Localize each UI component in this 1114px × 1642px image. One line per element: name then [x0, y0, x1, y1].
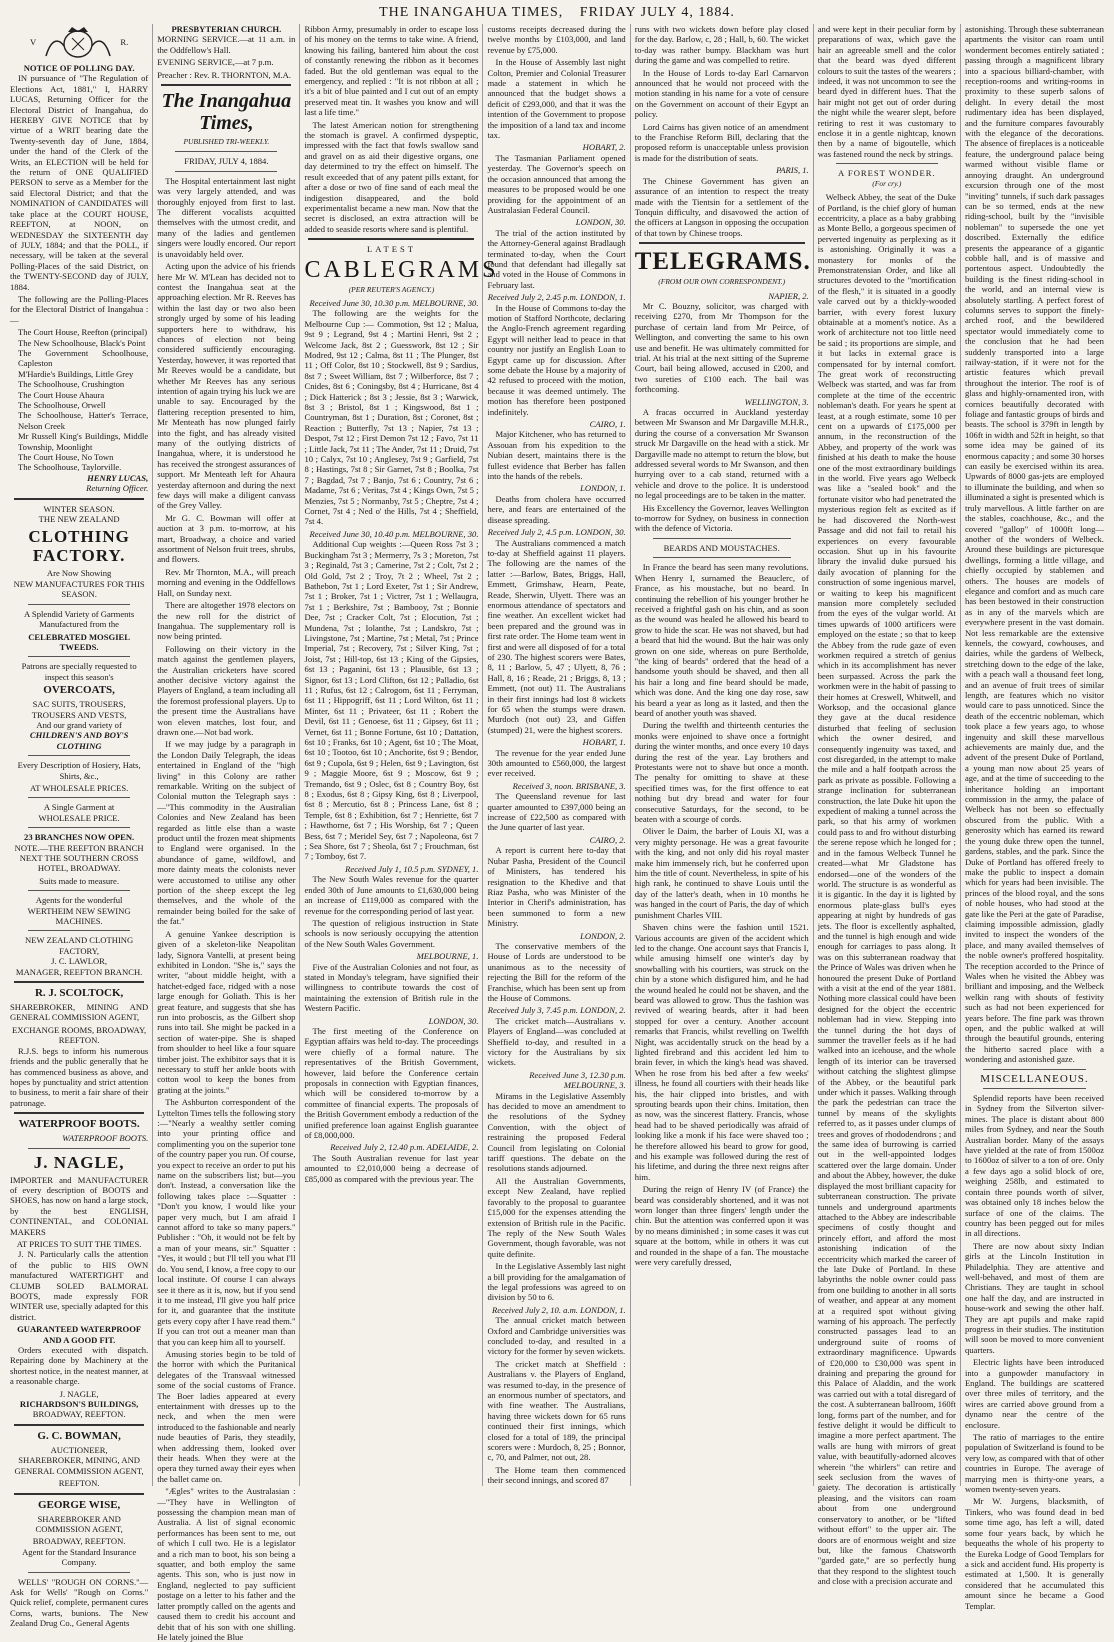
column-2	[153, 24, 300, 1642]
list-item: Mr Russell King's Buildings, Middle Township, Moonlight	[18, 431, 149, 452]
masthead	[0, 0, 1114, 26]
dateline: Received July 2, 10. a.m. LONDON, 1.	[492, 1304, 626, 1315]
masthead-date: FRIDAY JULY 4, 1884.	[579, 5, 735, 20]
article-paragraph: There are now about sixty Indian girls at the Lincoln Institution in Philadelphia. They are attentive and well-behaved, and most of them are Christians. They are taught in school one half the day, and are instructed in house-work and sewing the other half. They are apt pupils and make rapid progress in their studies. The institution will soon be moved to more convenient quarters.	[964, 1240, 1104, 1355]
divider	[28, 604, 130, 605]
scoltock-text: R.J.S. begs to inform his numerous friends and the public generally that he has commenced business as above, and hopes by punctuality and strict attention to business, to merit a fair share of their patronage.	[10, 1045, 149, 1108]
reuter-note: (PER REUTER'S AGENCY.)	[348, 284, 435, 294]
dateline: Received July 2, 4.5 p.m. LONDON, 30.	[487, 527, 626, 538]
standard-insurance: Agent for the Standard Insurance Company.	[22, 1546, 137, 1568]
nz-factory: NEW ZEALAND CLOTHING FACTORY,	[25, 935, 134, 956]
bowman-desc: SHAREBROKER, MINING, AND GENERAL COMMISSION AGENT,	[14, 1455, 144, 1476]
wholesale-price: WHOLESALE PRICE.	[38, 812, 120, 823]
scoltock-desc: SHAREBROKER, MINING AND GENERAL COMMISSION AGENT,	[10, 1002, 149, 1023]
article-paragraph: Mirams in the Legislative Assembly has decided to move an amendment to the resolutions of the Sydney Convention, with the object of restraining the proposed Federal Council from legislating on Colonial tariff questions. The debate on the resolutions stands adjourned.	[487, 1090, 626, 1174]
wholesale-prices: AT WHOLESALE PRICES.	[29, 782, 129, 793]
beards-heading: BEARDS AND MOUSTACHES.	[663, 542, 780, 553]
preacher: Preacher : Rev. R. THORNTON, M.A.	[157, 69, 291, 80]
splendid-variety: A Splendid Variety of Garments Manufactured from the	[24, 608, 135, 630]
dateline: Received July 2, 2.45 p.m. LONDON, 1.	[487, 292, 626, 303]
evening-service: EVENING SERVICE,—at 7 p.m.	[157, 57, 274, 68]
article-paragraph: The New South Wales revenue for the quarter ended 30th of June amounts to £1,630,000 being an increase of £119,000 as compared with the revenue for the corresponding period of last year.	[304, 874, 479, 916]
divider	[14, 1493, 144, 1495]
article-paragraph: Rev. Mr Thornton, M.A., will preach morning and evening in the Oddfellows Hall, on Sunday next.	[157, 566, 296, 598]
article-paragraph: Lord Cairns has given notice of an amendment to the Franchise Reform Bill, declaring that the proposed reform is unacceptable unless provision is made for the distribution of seats.	[634, 121, 809, 163]
branches-open: 23 BRANCHES NOW OPEN.	[24, 832, 135, 843]
masthead-title: THE INANGAHUA TIMES,	[379, 5, 564, 20]
article-paragraph: Five of the Australian Colonies and not four, as stated in Monday's telegram, have signified their willingness to contribute towards the cost of maintaining the extension of British rule in the Western Pacific.	[304, 961, 479, 1014]
divider	[14, 498, 144, 500]
telegrams-heading: TELEGRAMS.	[634, 248, 811, 276]
article-paragraph: runs with two wickets down before play closed for the day. Barlow, c, 28 ; Hall, b, 60. The wicket to-day was rather bumpy. Blackham was hurt during the game and was compelled to retire.	[634, 24, 809, 66]
polling-places-intro: The following are the Polling-Places for the Electoral District of Inangahua :—	[10, 293, 149, 325]
divider	[14, 1112, 144, 1114]
divider	[28, 930, 130, 931]
article-paragraph: astonishing. Through these subterranean apartments the visitor can roam until wonderment becomes entirely satiated ; passing through a magnificent library into a spacious billiard-chamber, with reception-rooms and writing-rooms in proximity to these superb salons of delight. In every detail the most rudimentary idea has been displayed, and the furniture compares favourably with the elegance of the decorations. The absence of fireplaces is a noticeable feature, the underground palace being warmed without visible flame or annoying draught. An underground excursion through one of the most "inviting" tunnels, if such dark passages can be so termed, ends at the new riding-school, built by the "invisible nobleman" to supersede the one yet doscribed. Externally the edifice presents the appearance of a gigantic cobble hall, and is of massive and portentous aspect. Undoubtedly the building is the finest riding-school in the world, and an internal view is absolutely startling. A perfect forest of columns serves to support the finely-arched roof, and the bewildered spectator would immediately come to the conclusion that he had been suddenly transported into a large railway-station, if it were not for the artistic features which prevail throughout the interior. The roof is of glass and highly-ornamented iron, with cornices beautifully decorated with foliage and fantastic groups of birds and beasts. The school is 379ft in length by 106ft in width and 52ft in height, so that some idea may be gained of its enormous capacity ; and some 30 horses can easily be exercised within its area. Upwards of 8000 gas-jets are employed to illuminate the building, and when so illuminated a sight is presented which is truly marvellous. A little farther on are the stables, coachhouse, &c., and the covered "gallop" of 1000ft long—another of the wonders of Welbeck. Around these buildings are picturesque dwellings, forming a little village, and chiefly occupied by stablemen and others. The houses are models of elegance and comfort and as much care has been bestowed in their construction as in any of the marvels which are everywhere present in the vast domain. Not less remarkable are the extensive kennels, the cowyard, cowhouses, and dairies, while the gardens of Welbeck, stretching down to the edge of the lake, with a peach wall a thousand feet long, and an avenue of fruit trees of similar length, are features which no visitor would care to pass unnoticed. Since the death of the eccentric nobleman, which took place a few years ago, to whose ingenuity and skill these marvellous achievements are mainly due, and the advent of the present Duke of Portland, a young man now about 25 years of age, and at the time of succeeding to the inheritance holding an important commission in the army, the palace of Welbeck has not been so effectually obscured from the public. With a generosity which has earned its reward the young duke threw open the tunnel, gardens, stables, and the park. Since the Duke of Portland has offered freely to make the public to inspect a domain which for years had been invisible. The princes of the blood royal, and the sons of noble houses, who had stood at the gate like the Peri at the gate of Paradise, claiming impossible admission, gladly invited to inspect the wonders of the place, and many availed themselves of the noble owner's proffered hospitality. The reception accorded to the Prince of Wales when he visited the Abbey was brilliant and imposing, and the Welbeck welkin rang with shouts of festivity such as had not been experienced for years before. The fine park was thrown open, and the public walked at will through the beautiful grounds, entering the hitherto sacred place with a wondering and astonished gaze.	[964, 24, 1104, 1065]
dateline: LONDON, 1.	[580, 483, 626, 494]
divider	[653, 557, 791, 558]
article-paragraph: In the House of Commons to-day the motion of Stafford Northcote, declaring the Anglo-French agreement regarding Egypt will neither lead to peace in that country nor justify an English Loan to Egypt came up for discussion. After some debate the House by a majority of 42 refused to proceed with the motion, because it was deemed untimely. The motion has therefore been postponed indefinitely.	[487, 302, 626, 417]
dateline: Received 3, noon. BRISBANE, 3.	[512, 780, 626, 791]
variety-text: And our grand variety of	[36, 719, 122, 730]
list-item: The Court House Ahaura	[18, 389, 105, 400]
correspondent-note: (FROM OUR OWN CORRESPONDENT.)	[658, 277, 786, 287]
article-paragraph: In France the beard has seen many revolutions. When Henry I, surnamed the Beauclerc, of France, as his moustache, but no beard. In continuing the rebellion of his younger brother he received a frightful gash on his chin, and as soon as the wound was healed he allowed his beard to grow to hide the scar. He was not shaved, but had a beard that hid the wound. But the hair was only grown on one side, whereas on pure Bertholde, "the king of beards" ordered that the head of a handsome youth should be shaved, and then all his hair a long and fine beard should be made, which was done. And the king one day rose, saw his beard a year as long as it lasted, and then the beard of another youth was shaved.	[634, 562, 809, 718]
article-paragraph: Acting upon the advice of his friends here Mr W. M'Lean has decided not to contest the Inangahua seat at the approaching election. Mr R. Reeves has within the last day or two also been strongly urged by some of his leading supporters here to withdraw, his chances of election not being considered sufficiently encouraging. Yesterday, however, it was reported that Mr Reeves would be a candidate, but whether Mr Reeves has any serious intention of again trying his luck we are unable to say. Encouraged by the flattering reception presented to him, Mr Menteath has now plunged fairly into the fight, and has already visited many of the outlying districts of Inangahua, where, it is understood he has received the strongest assurances of support. Mr Menteath left for Ahaura yesterday afternoon and during the next few days will make a diligent canvass of the Grey Valley.	[157, 261, 296, 511]
article-paragraph: Oliver le Daim, the barber of Louis XI, was a very mighty personage. He was a great favourite with the king, and not only did his royal master make him immensely rich, but he conferred upon him the title of count. Nevertheless, in spite of his high rank, he continued to shave Louis until the day of the latter's death, when in 10 months he was hanged in the court of Paris, the day of which punishment Charles VIII.	[634, 826, 809, 920]
article-paragraph: The conservative members of the House of Lords are understood to be unanimous as to the necessity of rejecting the Bill for the reform of the Franchise, which has been sent up from the House of Commons.	[487, 940, 626, 1003]
article-paragraph: During the twelfth and thirteenth centuries the monks were enjoined to shave once a fortnight during the winter months, and once every 10 days during the rest of the year. Lay brothers and Protestants were not to shave but once a month. The penalty for omitting to shave at these specified times was, for the first offence to eat nothing but dry bread and water for four consecutive Saturdays, for the second, to be beaten with a scourge of cords.	[634, 720, 809, 825]
prices-text: AT PRICES TO SUIT THE TIMES.	[16, 1238, 142, 1249]
bowman-reefton: REEFTON.	[58, 1478, 100, 1489]
nagle-text: IMPORTER and MANUFACTURER of every description of BOOTS and SHOES, has now on hand a large stock, by the best ENGLISH, CONTINENTAL, and COLONIAL MAKERS	[10, 1174, 149, 1237]
article-paragraph: The first meeting of the Conference on Egyptian affairs was held to-day. The proceedings were chiefly of a formal nature. The representatives of the British Government, however, laid before the Conference certain proposals in connection with Egyptian finances, which will be considered to-morrow by a committee of financial experts. The proposals of the British Government embody a reduction of the unified preference loan against English guarantee of £8,000,000.	[304, 1025, 479, 1141]
article-paragraph: The Ashburton correspondent of the Lyttelton Times tells the following story :—"Nearly a wealthy settler coming into your printing office and complimenting you on the superior tone of the country paper you run. Of course, you expect to receive an order to put his name on the subscribers list; but—you don't. Instead, a conversation like the following takes place :—Squatter : "Don't you know, I would like your paper very much, but I am afraid I cannot afford to take so many papers." Publisher : "Oh, it would not be felt by a man of your means, sir." Squatter : "Yes, it would ; but I'll tell you what I'll do. You send, I know, a free copy to our local institute. Of course I can always see it there as it is, now, but if you send it to me instead, I'll give you half price for it, and guarantee that the institute gets every copy after I have read them." If you can trot out a meaner man than that you can keep him all to yourself.	[157, 1097, 296, 1347]
signature-name: HENRY LUCAS,	[87, 472, 149, 483]
divider	[14, 981, 144, 983]
article-paragraph: Additional Cup weights :—Queen Ross 7st 3 ; Buckingham 7st 3 ; Mermerry, 7s 3 ; Moreton, 7st 3 ; Reginald, 7st 3 ; Camerine, 7st 2 ; Colt, 7st 2 ; Old Gold, 7st 2 ; Troy, 7t 2 ; Wheel, 7st 2 ; Bathebon, 7st 1 ; Lord Exeter, 7st 1 ; Sir Andrew, 7st 1 ; Broker, 7st 1 ; Victrer, 7st 1 ; Wellaugra, 7st 1 ; Berkshire, 7st ; Bambooy, 7st ; Bonnie Dee, 7st ; Cracker Colt, 7st ; Elocution, 7st ; Mundena, 7st ; Iolanthe, 7st ; Landskro, 7st ; Livingstone, 7st ; Martine, 7st ; Metal, 7st ; Prince Imperial, 7st ; Recovery, 7st ; Silver King, 7st ; Joist, 7st ; Hill-top, 6st 13 ; King of the Gipsies, 6st 13 ; Paganini, 6st 13 ; Plausible, 6st 13 ; Signor, 6st 13 ; Lord Clifton, 6st 12 ; Palladio, 6st 11 ; Rufus, 6st 12 ; Calrogom, 6st 11 ; Ferryman, 6st 11 ; Hippogriff, 6st 11 ; Lord Wilton, 6st 11 ; Minter, 6st 11 ; Privateer, 6st 11 ; Robert the Devil, 6st 11 ; Genoese, 6st 11 ; Gipsey, 6st 11 ; Vernet, 6st 11 ; Bonne Fortune, 6st 10 ; Dattation, 6st 10 ; Franks, 6st 10 ; Agent, 6st 10 ; The Moat, 6st 10 ; Tootoo, 6st 10 ; Anchorite, 6st 9 ; Bendor, 6st 9 ; Cupola, 6st 9 ; Helen, 6st 9 ; Lavington, 6st 9 ; Maggie Moore, 6st 9 ; Moscow, 6st 9 ; Tremando, 6st 9 ; Oslec, 6st 8 ; Country Boy, 6st 8 ; Exodus, 6st 8 ; Gipsy King, 6st 8 ; Liverpool, 6st 8 ; Mercutio, 6st 8 ; Princess Lane, 6st 8 ; Temple, 6st 8 ; Exhibition, 6st 7 ; Henriette, 6st 7 ; Hawthorne, 6st 7 ; His Worship, 6st 7 ; Queen Bess, 6st 7 ; Meridel Sey, 6st 7 ; Napoleona, 6st 7 ; Sea Shore, 6st 7 ; Sheola, 6st 7 ; Frouchman, 6st 7 ; Tomboy, 6st 7.	[304, 539, 479, 862]
article-paragraph: In the House of Lords to-day Earl Carnarvon announced that he would not proceed with the motion standing in his name for a vote of censure on the Government on account of their Egypt an policy.	[634, 67, 809, 120]
divider	[639, 242, 805, 244]
wise-desc: SHAREBROKER AND COMMISSION AGENT,	[35, 1513, 123, 1534]
issue-date: FRIDAY, JULY 4, 1884.	[184, 156, 269, 167]
list-item: The Schoolhouse, Crushington	[18, 379, 125, 390]
column-5	[631, 24, 814, 1486]
sac-suits: SAC SUITS, TROUSERS,	[32, 699, 126, 710]
overcoats: OVERCOATS,	[43, 684, 115, 697]
dateline: Received July 2, 12.40 p.m. ADELAIDE, 2.	[330, 1142, 479, 1153]
dateline: LONDON, 30.	[428, 1015, 479, 1026]
article-paragraph: The South Australian revenue for last year amounted to £2,010,000 being a decrease of £85,000 as compared with the previous year. The	[304, 1152, 479, 1184]
dateline: Received July 1, 10.5 p.m. SYDNEY, 1.	[345, 863, 479, 874]
dateline: WELLINGTON, 3.	[744, 396, 809, 407]
divider	[28, 890, 130, 891]
wells-ad: WELLS' "ROUGH ON CORNS."—Ask for Wells' "Rough on Corns." Quick relief, complete, permanent cures Corns, warts, bunions. The New Zealand Drug Co., General Agents	[10, 1576, 149, 1629]
article-paragraph: The trial of the action instituted by the Attorney-General against Bradlaugh terminated to-day, when the Court found that defendant had illegally sat and voted in the House of Commons in February last.	[487, 227, 626, 290]
divider	[983, 1088, 1086, 1089]
waterproof-boots-2: WATERPROOF BOOTS.	[62, 1133, 149, 1144]
divider	[175, 151, 277, 152]
dateline: CAIRO, 1.	[589, 419, 626, 430]
polling-notice-text: IN pursuance of "The Regulation of Elections Act, 1881," I, HARRY LUCAS, Returning Officer for the Electoral District of Inangahua, do HEREBY GIVE NOTICE that by virtue of a WRIT bearing date the Twenty-seventh day of June, 1884, under the hand of the Clerk of the Writs, an ELECTION will be held for the return of ONE QUALIFIED PERSON to serve as a Member for the said Electoral District; and that the NOMINATION of CANDIDATES will take place at the COURT HOUSE, REEFTON, at NOON, on WEDNESDAY the SIXTEENTH day of JULY, 1884; and that the POLL, if necessary, will be taken at the several Polling-Places of the said District, on the TWENTY-SECOND day of JULY, 1884.	[10, 73, 149, 292]
divider	[161, 84, 291, 86]
branch-note: NOTE.—THE REEFTON BRANCH NEXT THE SOUTHERN CROSS HOTEL, BROADWAY.	[14, 842, 144, 874]
hosiery-text: Every Description of Hosiery, Hats, Shirts, &c.,	[17, 760, 141, 781]
forest-wonder-heading: A FOREST WONDER.	[838, 168, 936, 179]
article-paragraph: The latest American notion for strengthening the stomach is gravel. A confirmed dyspeptic, impressed with the fact that fowls swallow sand and gravel on as aid their digestive organs, one day determined to try the effect on himself. The result exceeded that of any patent pills extant, for after a dose or two of fine sand of each meal the indigestion disappeared, and the bold experimentalist became a new man. Now that the secret is disclosed, an extra attraction will be added to seaside resorts where sand is plentiful.	[304, 119, 479, 234]
wise-heading: GEORGE WISE,	[37, 1498, 121, 1511]
royal-crest	[10, 26, 148, 60]
article-paragraph: A genuine Yankee description is given of a skeleton-like Neapolitan lady, Signora Vantelli, at present being exhibited in London. "She is," says the writer, "about middle height, with a hatchet-edged face, ridged with a nose large enough for Goliath. This is her great feature, and suggests that she has run into proboscis, as the Gilbert shop runs into tail. She might be packed in a section of water-pipe. She is shaped from shoulder to heel like a four square timber joist. The exhibitor says that it is necessary to stuff her ankle boots with cotton wool to keep the bones from grating at the joints."	[157, 928, 296, 1095]
winter-season: WINTER SEASON.	[43, 503, 115, 514]
article-paragraph: Ribbon Army, presumably in order to escape loss of his money on the terms to take wine. A friend, knowing his failing, bantered him about the cost of constantly renewing the ribbon as it becomes faded. But the old gentleman was equal to the emergency, and replied : "It is not ribbon at all ; it's a bit of blue painted and I cut out of an empty preserved meat tin. It washes you know and will last a life time."	[304, 24, 479, 118]
list-item: The Schoolhouse, Orwell	[18, 400, 106, 410]
divider	[983, 1069, 1086, 1070]
divider	[28, 755, 130, 756]
childrens-clothing: CHILDREN'S AND BOY'S CLOTHING	[29, 730, 129, 751]
crest-icon	[38, 26, 118, 60]
dateline: Received June 3, 12.30 p.m. MELBOURNE, 3.	[529, 1069, 626, 1091]
new-manufactures: NEW MANUFACTURES FOR THIS SEASON.	[13, 578, 145, 600]
signature-title: Returning Officer.	[86, 483, 149, 494]
polling-places-list	[10, 327, 148, 473]
article-paragraph: Welbeck Abbey, the seat of the Duke of Portland, is the chief glory of human eccentricity, a place as a baby grabbing as Monte Bello, a gorgeous specimen of perverted ingenuity as perplexing as it is astonishing. Originally it was a monastery for monks of the Premonstratensian Order, and like all structures devoted to the "mortification of the flesh," it is situated in a goodly vale carved out by a thickly-wooded barrier, with every forest luxury obtainable at a moment's notice. As a work of architecture not too little need be said ; its proportions are simple, and it but lacks in external grace is compensated for by internal comfort. The great work of reconstructing Welbeck was started, and was far from complete at the time of the eccentric nobleman's death. For years he spent at least, at a rough estimate, some 10 per cent on a upwards of £175,000 per annum, in the reconstruction of the Abbey, and property of the work was finished at his death to make the house one of the most extraordinary buildings in the world. Five years ago Welbeck was like a "sealed book" and the fortunate visitor who had penetrated the mysterious region felt as excited as if he had discovered the North-west Passage and did not fail to retail his experiences on every favourable occasion. Shut up in his favourite library the invalid duke pursued his daily avocation of planning for the construction of some ingenious marvel, or waiting to keep his magnificent mansion more completely secluded from the eyes of the vulgar world. At times upwards of 1000 artificers were employed on the estate ; so that to keep the Abbey from the rude gaze of even workmen required a stretch of genius which in its accomplishment has never been surpassed. Across the park the workmen were in the habit of passing to their homes at Creswell, Whitwell, and Worksop, and the occasional glance they gave at the ducal residence disturbed that feeling of seclusion which the owner desired, and consequently ingenuity was taxed, and cost disregarded, in the attempt to make the mile and a half footpath across the park as private as possible. Following a strange inclination for subterranean construction, the late Duke hit upon the expedient of making a tunnel across the park, so that his army of workmen could pass to and fro without disturbing the serene repose which he longed for ; and in the famous Welbeck Tunnel he created—what Mr Gladstone has endorsed—one of the wonders of the world. The structure is as wonderful as it is gigantic. In the day it is lighted by enormous plate-glass bull's eyes appearing at night by hundreds of gas jets. The floor is excellently asphalted, and the tunnel is high enough and wide enough for carriages to pass along. It was on this subterranean roadway that the Prince of Wales was driven when he honoured the present Duke of Portland with a visit at the end of the year 1881. Nothing more classical could have been designed for the object the eccentric nobleman had in view. Stepping into the tunnel during the hot days of summer the traveller feels as if he had walked into an icehouse, and the whole length of its interior can be traversed without catching the slightest glimpse of the Abbey, or the beautiful park under which it passes. Walking through the park the pedestrian can trace the tunnel by means of the skylights referred to, as it passes under clumps of trees and groves of rhododendrons ; and the same idea of burrowing is carried out in the well-appointed lodges scattered over the large domain. Under and about the Abbey, however, the duke displayed the most brilliant capacity for subterranean construction. The private tunnels and underground apartments attached to the Abbey are indescribable specimens of costly thought and princely effort, and afford the most astonishing indication of the eccentricity which marked the career of the late Duke of Portland. In these labyrinths the noble owner could pass from one building to another in all sorts of weather, and appear at any moment at a required spot without giving warning of his approach. The perfectly constructed passages lead to an underground suite of rooms of extraordinary magnificence. Upwards of £20,000 to £30,000 was spent in draining and preparing the ground for this Palace of Aladdin, and the work was carried out with a total disregard of the cost. A subterranean ballroom, 160ft long, forms part of the number, and for festive delight it would be difficult to imagine a more perfect apartment. The walls are hung with mirrors of great value, with beautifully-adorned alcoves wherein "the whirlers" can retire and seek seclusion from the waves of gaiety. The decoration is artistically pleasing, and the visitors can roam about from one underground conservatory to another, or be "lifted without effort" to the upper air. The doors are of enormous weight and size but, like the famous Chatsworth "garded gate," are so perfectly hung that they respond to the slightest touch and close with a precision accurate and	[817, 192, 956, 1587]
article-paragraph: There are altogether 1978 electors on the new roll for the district of Inangahua. The supplementary roll is now being printed.	[157, 600, 296, 642]
article-paragraph: Splendid reports have been received in Sydney from the Silverton silver-mines. The place is distant about 800 miles from Sydney, and near the South Australian border. Many of the assays have yielded at the rate of from 1500oz to 1600oz of silver to a ton of ore. Only a few days ago a solid block of ore, weighing 258lb, and estimated to contain three pounds worth of silver, was obtained only 18 inches below the surface of one of the claims. The country has been pegged out for miles in all directions.	[964, 1093, 1104, 1239]
list-item: The Government Schoolhouse, Capleston	[18, 347, 149, 369]
divider	[28, 797, 130, 798]
article-paragraph: The Tasmanian Parliament opened yesterday. The Governor's speech on the occasion announced that among the measures to be proposed would be one providing for the appointment of an Australasian Federal Council.	[487, 152, 626, 215]
paper-title: The Inangahua Times,	[161, 90, 292, 135]
article-paragraph: The Home team then commenced their second innings, and scored 87	[487, 1464, 626, 1486]
article-paragraph: The question of religious instruction in State schools is now seriously occupying the attention of the New South Wales Government.	[304, 917, 479, 949]
crest-letter-r: R.	[120, 36, 129, 47]
divider	[28, 1572, 130, 1573]
article-paragraph: All the Australian Governments, except New Zealand, have replied favorably to the proposal to guarantee £15,000 for the expenses attending the extension of British rule in the Pacific. The reply of the New South Wales Government, though favorable, was not quite definite.	[487, 1175, 626, 1259]
article-paragraph: "Ægles" writes to the Australasian :—"They have in Wellington of possessing the champion mean man of Australia. A list of signal economic performances has been sent to me, out of which I cull two. He is a legislator and a rich man to boot, his son being a squatter, and both employ the same agents. This son, who is just now in England, neglected to pay sufficient postage on a letter to his father and the latter promptly called on the agents and caused them to credit his account and debit that of his son with one shilling. He lately joined the Blue	[157, 1486, 296, 1642]
morning-service: MORNING SERVICE.—at 11 a.m. in the Oddfellow's Hall.	[157, 34, 296, 55]
article-paragraph: The Hospital entertainment last night was very largely attended, and was thoroughly enjoyed from first to last. The different vocalists acquitted themselves with the utmost credit, and many of the ladies and gentlemen singers were loudly encored. Our report is unavoidably held over.	[157, 175, 296, 259]
presbyterian-heading: PRESBYTERIAN CHURCH.	[171, 24, 282, 34]
dateline: MELBOURNE, 1.	[416, 951, 479, 962]
column-6	[814, 24, 961, 1587]
article-paragraph: Shaven chins were the fashion until 1521. Various accounts are given of the accident which led to the change. One account says that Francis I, while amusing himself one winter's day by snowballing with his courtiers, was struck on the chin by a stone which disfigured him, and he had the wound healed he could not be shaven, and the beard was allowed to grow. Thus the fashion was revived of wearing beards, after it had been stopped for over a century. Another account remarks that Francis, whilst revelling on Twelfth Night, was accidentally struck on the head by a lighted firebrand and this accident led him to brain fever, in which the king's head was shaved. When he rose from his bed after a few weeks' illness, he found all courtiers with their heads like his, the hair clipped into bristles, and with sprouting beards upon their chins. Imitation, then as now, was the sincerest flattery. Francis, whose head had to be shaved periodically was afraid of looking like a monk if his face were shaved too ; he therefore allowed his beard to grow for good, and his example was followed during the rest of his lifetime, and during the three next reigns after him.	[634, 922, 809, 1182]
article-paragraph: and were kept in their peculiar form by preparations of wax, which gave the hair an agreeable smell and the color that the beard was dyed different colours to suit the tastes of the wearers ; indeed, it was not uncommon to see the beard dyed in different hues. That the hair might not get out of order during the night while the wearer slept, before retiring to rest it was customary to enclose it in a gentle nightcap, known then by a name of bigoutelle, which was fastened round the neck by strings.	[817, 24, 956, 159]
dateline: NAPIER, 2.	[768, 290, 809, 301]
list-item: The Schoolhouse, Taylorville.	[18, 462, 122, 473]
polling-notice-title: NOTICE OF POLLING DAY.	[23, 63, 135, 73]
article-paragraph: Mr C. Bouzny, solicitor, was charged with receiving £270, from Mr Thompson for the purchase of certain land from Mr Peirce, of Wellington, and converting the same to his own use and benefit. He was ultimately committed for trial. At his trial at the next sitting of the Supreme Court, bail being allowed, accused in £200, and two sureties of £100 each. The bail was forthcoming.	[634, 300, 809, 395]
article-paragraph: The Queensland revenue for last quarter amounted to £397,000 being an increase of £22,500 as compared with the June quarter of last year.	[487, 791, 626, 833]
newspaper-columns	[6, 24, 1108, 1642]
richardsons-buildings: RICHARDSON'S BUILDINGS,	[19, 1399, 139, 1410]
divider	[175, 171, 277, 172]
article-paragraph: Mr W. Jurgens, blacksmith, of Tinkers, who was found dead in bed some time ago, has left a will, dated some four years back, by which he bequeaths the whole of his property to the Eureka Lodge of Good Templars for a sick and accident fund. His property is estimated at 1,500. It is generally considered that he accumulated this amount since he became a Good Templar.	[964, 1496, 1104, 1611]
article-paragraph: Electric lights have been introduced into a gunpowder manufactory in England. The buildings are scattered over three miles of territory, and the wires are carried above ground from a dynamo near the centre of the enclosure.	[964, 1357, 1104, 1430]
mosgiel-tweeds: CELEBRATED MOSGIEL TWEEDS.	[28, 631, 131, 652]
waterproof-boots: WATERPROOF BOOTS.	[18, 1118, 140, 1131]
list-item: The Schoolhouse, Hatter's Terrace, Nelson Creek	[18, 410, 149, 431]
latest-heading: LATEST	[366, 244, 416, 255]
divider	[308, 238, 474, 240]
dateline: HOBART, 2.	[582, 142, 626, 153]
wise-address: BROADWAY, REEFTON.	[32, 1536, 126, 1547]
list-item: The Court House, No Town	[18, 452, 114, 463]
article-paragraph: Major Kitchener, who has returned to Assouan from his expedition to the Nubian desert, maintains there is the fullest evidence that Berber has fallen into the hands of the rebels.	[487, 429, 626, 482]
article-paragraph: Amusing stories begin to be told of the horror with which the Puritanical delegates of the Transvaal witnessed some of the social customs of France. The Boer ladies appeared at every entertainment with dresses up to the neck, and when the men were introduced to the fashionable and nearly nude beauties of Paris, they steadily, when addressing them, looked over their heads. When they were at the opera they turned away their eyes when the ballet came on.	[157, 1348, 296, 1484]
list-item: The New Schoolhouse, Black's Point	[18, 337, 146, 348]
article-paragraph: In the House of Assembly last night Colton, Premier and Colonial Treasurer made a statement in which he announced that the budget shows a deficit of £293,000, and that it was the intention of the Government to propose the imposition of a land tax and income tax.	[487, 57, 626, 141]
article-paragraph: During the reign of Henry IV (of France) the beard was considerably shortened, and it was not worn longer than three fingers' length under the chin. But the attention was conferred upon it was by no means diminished ; in some cases it was cut square at the bottom, while in others it was cut and rounded in the shape of a fan. The moustache were very carefully dressed,	[634, 1184, 809, 1268]
column-1	[6, 24, 153, 1629]
article-paragraph: The cricket match—Australians v. Players of England—was concluded at Sheffield to-day, and resulted in a victory for the Australians by six wickets.	[487, 1015, 626, 1068]
patrons-text: Patrons are specially requested to inspect this season's	[21, 661, 137, 682]
scoltock-heading: R. J. SCOLTOCK,	[34, 987, 124, 1000]
crest-letter-v: V	[29, 36, 37, 47]
list-item: The Court House, Reefton (principal)	[18, 327, 148, 338]
dateline: LONDON, 2.	[580, 930, 626, 941]
orders-text: Orders executed with dispatch. Repairing done by Machinery at the shortest notice, in the neatest manner, at a reasonable charge.	[10, 1345, 149, 1387]
article-paragraph: His Excellency the Governor, leaves Wellington to-morrow for Sydney, on business in connection with the defence of Victoria.	[634, 502, 809, 534]
dateline: HOBART, 1.	[582, 737, 626, 748]
wertheim-machines: WERTHEIM NEW SEWING MACHINES.	[27, 905, 131, 927]
article-paragraph: The revenue for the year ended June 30th amounted to £560,000, the largest ever received.	[487, 747, 626, 779]
suits-made: Suits made to measure.	[39, 875, 119, 886]
dateline: Received June 30, 10.30 p.m. MELBOURNE, 30.	[309, 297, 479, 308]
article-paragraph: The Chinese Government has given an assurance of an intention to respect the treaty made with the Tientsin for a settlement of the Tonquin difficulty, and disavowed the action of the officers at Langson in opposing the occupation of that town by Chinese troops.	[634, 175, 809, 238]
divider	[28, 1148, 130, 1149]
now-showing: Are Now Showing	[46, 568, 112, 579]
manager: MANAGER, REEFTON BRANCH.	[15, 966, 143, 977]
dateline: LONDON, 30.	[575, 217, 626, 228]
divider	[653, 538, 791, 539]
auctioneer: AUCTIONEER,	[50, 1444, 108, 1455]
article-paragraph: The ratio of marriages to the entire population of Switzerland is found to be very low, as compared with that of other countries in Europe. The average of marrying men is thirty-one years, a women twenty-seven years.	[964, 1432, 1104, 1495]
published-tri-weekly: PUBLISHED TRI-WEEKLY.	[183, 137, 270, 147]
column-4	[483, 24, 630, 1486]
dateline: PARIS, 1.	[776, 165, 809, 176]
article-paragraph: In the Legislative Assembly last night a bill providing for the amalgamation of the legal professions was agreed to on division by 50 to 6.	[487, 1261, 626, 1303]
article-paragraph: Deaths from cholera have occurred here, and fears are entertained of the disease spreading.	[487, 493, 626, 525]
nz-heading: THE NEW ZEALAND	[38, 514, 120, 525]
dateline: Received June 30, 10.40 p.m. MELBOURNE, 30.	[309, 528, 479, 539]
dateline: CAIRO, 2.	[589, 834, 626, 845]
lawlor: J. C. LAWLOR,	[51, 956, 108, 967]
dateline: Received July 3, 7.45 p.m. LONDON, 2.	[487, 1005, 626, 1016]
list-item: M'Hardie's Buildings, Little Grey	[18, 368, 134, 379]
article-paragraph: The cricket match at Sheffield : Australians v. the Players of England, was resumed to-day, in the presence of an enormous number of spectators, and with fine weather. The Australians, having three wickets down for 65 runs continued their first innings, which closed for a total of 189, the principal scorers were : Murdoch, 8, 25 ; Bonnor, c, 70, and Palmer, not out, 28.	[487, 1358, 626, 1463]
article-paragraph: Mr G. C. Bowman will offer at auction at 3 p.m. to-morrow, at his mart, Broadway, a choice and varied assortment of Nelson fruit trees, shrubs, and flowers.	[157, 512, 296, 565]
article-paragraph: The following are the weights for the Melbourne Cup :— Commotion, 9st 12 ; Malua, 9st 9 ; Legrand, 9st 4 ; Martini Henri, 9st 2 ; Welcome Jack, 8st 2 ; Guesswork, 8st 12 ; Sir Modred, 9st 12 ; Calma, 8st 11 ; The Plunger, 8st 11 ; Off Color, 8st 10 ; Stockwell, 8st 9 ; Sardius, 8st 7 ; Sweet William, 8st 7 ; Wilberforce, 8st 7 ; Cnides, 8st 6 ; Coningsby, 8st 4 ; Hurricane, 8st 4 ; Dick Hatterick ; 8st 3 ; Jessie, 8st 3 ; Warwick, 8st 3 ; Bristol, 8st 1 ; Kingswood, 8st 1 ; Countryman, 8st 1 ; Duration, 8st ; Coronet, 8st ; Reaction ; Butterfly, 7st 13 ; Napier, 7st 13 ; Despot, 7st 12 ; First Demon 7st 12 ; Favo, 7st 11 ; Little Jack, 7st 11 ; The Ander, 7st 11 ; Druid, 7st 10 ; Calyx, 7st 10 ; Anglesey, 7st 9 ; Garfield, 7st 8 ; Hastings, 7st 8 ; Sir Garnet, 7st 8 ; Boolka, 7st 7 ; Bagdad, 7st 7 ; Banjo, 7st 6 ; Country, 7st 6 ; Madame, 7st 6 ; Veritas, 7st 4 ; Kings Own, 7st 5 ; Menzies, 7st 5 ; Normanby, 7st 5 ; Cheptre, 7st 4 ; Cornet, 7st 4 ; Ned o' the Hills, 7st 4 ; Sheffield, 7st 4.	[304, 308, 479, 527]
article-paragraph: customs receipts decreased during the twelve months by £103,000, and land revenue by £75,000.	[487, 24, 626, 55]
nagle-heading: J. NAGLE,	[33, 1152, 125, 1172]
broadway-reefton: BROADWAY, REEFTON.	[32, 1409, 126, 1420]
article-paragraph: The Australians commenced a match to-day at Sheffield against 11 players. The following are the names of the latter :—Barlow, Bates, Briggs, Hall, Emmett, Grimshaw, Hearn, Peate, Reade, Sherwin, Ulyett. There was an enormous attendance of spectators and fine weather. An excellent wicket had been prepared and the ground was in first rate order. The Home team went in first and were all disposed of for a total of 230. The highest scorers were Bates, 8, 11 ; Barlow, 5, 47 ; Ulyett, 8, 76 ; Hall, 8, 16 ; Reade, 21 ; Briggs, 8, 13 ; Emmett, (not out) 11. The Australians in their first innings had lost 8 wickets for 65 when the stumps were drawn. Murdoch (not out) 23, and Giffen (stumped) 21, were the highest scorers.	[487, 537, 626, 735]
article-paragraph: If we may judge by a paragraph in the London Daily Telegraph, the ideas entertained in England of the "high living" in this Colony are rather remarkable. Writing on the subject of Colonial mutton the Telegraph says :—"This commodity in the Australian Colonies and New Zealand has been regarded as little else than a waste product until the frozen meat shipments to England were organised. In the abundance of game, wildfowl, and more dainty meats the colonists never were accustomed to utilise any other portion of the sheep except the leg themselves, and the whole of the remainder being boiled for the sake of the fat."	[157, 739, 296, 927]
divider	[28, 827, 130, 828]
guaranteed: GUARANTEED WATERPROOF AND A GOOD FIT.	[17, 1324, 142, 1345]
cablegrams-heading: CABLEGRAMS	[304, 256, 499, 283]
agents-text: Agents for the wonderful	[35, 895, 123, 906]
divider	[836, 163, 938, 164]
single-garment: A Single Garment at	[43, 802, 115, 813]
divider	[14, 1424, 144, 1426]
article-paragraph: A report is current here to-day that Nubar Pasha, President of the Council of Ministers, has tendered his resignation to the Khedive and that Riaz Pasha, who was Minister of the Interior in Cherif's administration, has been summoned to form a new Ministry.	[487, 845, 626, 929]
trousers-vests: TROUSERS AND VESTS,	[31, 709, 127, 720]
column-7	[961, 24, 1108, 1611]
miscellaneous-heading: MISCELLANEOUS.	[980, 1072, 1089, 1085]
article-paragraph: Following on their victory in the match against the gentlemen players, the Australian cricketers have scored another decisive victory against the Players of England, a team including all the foremost professional players. Up to the present time the Australians have won eleven matches, lost four, and drawn one.—Not bad work.	[157, 643, 296, 737]
article-paragraph: The annual cricket match between Oxford and Cambridge universities was concluded to-day, and resulted in a victory for the former by seven wickets.	[487, 1315, 626, 1357]
divider	[28, 656, 130, 657]
exchange-rooms: EXCHANGE ROOMS, BROADWAY, REEFTON.	[12, 1024, 147, 1046]
nagle-text-2: J. N. Particularly calls the attention of the public to HIS OWN manufactured WATERTIGHT and CLUMB SOLED BALMORAL BOOTS, made expressly FOR WINTER use, specially adapted for this district.	[10, 1249, 149, 1322]
source-note: (For cry.)	[872, 178, 902, 188]
bowman-heading: G. C. BOWMAN,	[37, 1429, 121, 1442]
article-paragraph: A fracas occurred in Auckland yesterday between Mr Swanson and Mr Dargaville M.H.R., during the course of a conversation Mr Swanson struck Mr Dargaville on the head with a stick. Mr Dargaville made no attempt to return the blow, but addressed several words to Mr Swanson, and then hurrying over to a cab stand, returned with a vehicle and drove to the police. It is understood no legal proceedings are to be taken in the matter.	[634, 407, 809, 501]
clothing-factory-heading: CLOTHING FACTORY.	[28, 527, 130, 566]
column-3	[300, 24, 499, 1486]
nagle-sign: J. NAGLE,	[59, 1388, 99, 1399]
